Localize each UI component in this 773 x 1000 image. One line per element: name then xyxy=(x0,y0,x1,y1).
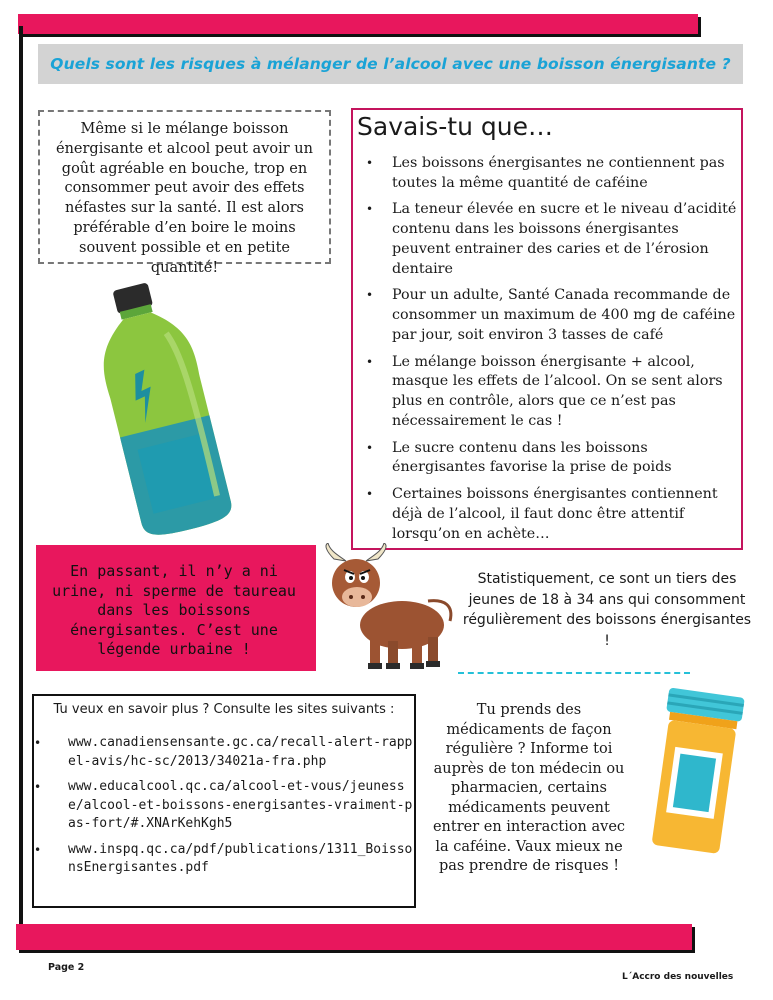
pill-bottle-icon xyxy=(646,688,746,856)
intro-box xyxy=(38,110,331,276)
top-accent-bar xyxy=(18,14,698,34)
facts-list xyxy=(366,154,738,551)
dashed-divider xyxy=(458,672,690,674)
bull-icon xyxy=(316,543,464,671)
page-number: Page 2 xyxy=(48,962,85,973)
link-item[interactable]: • www.inspq.qc.ca/pdf/publications/1311_BoissonsEnergisantes.pdf xyxy=(40,841,414,878)
list-item: • Le sucre contenu dans les boissons énergisantes favorise la prise de poids xyxy=(366,439,738,479)
link-item[interactable]: • www.educalcool.qc.ca/alcool-et-vous/jeunesse/alcool-et-boissons-energisantes-vraiment-pas-fort/#.XNArKehKgh5 xyxy=(40,778,414,834)
list-item: • Pour un adulte, Santé Canada recommande de consommer un maximum de 400 mg de caféine par jour, soit environ 3 tasses de café xyxy=(366,286,738,345)
left-frame-line xyxy=(19,26,23,950)
list-item: • Les boissons énergisantes ne contiennent pas toutes la même quantité de caféine xyxy=(366,154,738,194)
statistic-text: Statistiquement, ce sont un tiers des jeunes de 18 à 34 ans qui consomment régulièrement des boissons énergisantes ! xyxy=(462,571,752,649)
list-item: • La teneur élevée en sucre et le niveau d’acidité contenu dans les boissons énergisantes peuvent entrainer des caries et de l’érosion dentaire xyxy=(366,200,738,279)
publication-name: L´Accro des nouvelles xyxy=(622,972,734,982)
legend-text: En passant, il n’y a ni urine, ni sperme de taureau dans les boissons énergisantes. C’est une légende urbaine ! xyxy=(52,562,296,658)
page-title: Quels sont les risques à mélanger de l’alcool avec une boisson énergisante ? xyxy=(50,55,731,73)
energy-drink-bottle-icon xyxy=(84,276,244,538)
facts-title: Savais-tu que… xyxy=(357,112,553,141)
bottom-accent-bar xyxy=(16,924,692,950)
medication-text: Tu prends des médicaments de façon régulière ? Informe toi auprès de ton médecin ou pharmacien, certains médicaments peuvent entrer en interaction avec la caféine. Vaux mieux ne pas prendre de risques ! xyxy=(432,702,626,874)
list-item: • Certaines boissons énergisantes contiennent déjà de l’alcool, il faut donc être attentif lorsqu’on en achète… xyxy=(366,485,738,544)
links-list xyxy=(40,734,414,885)
links-title: Tu veux en savoir plus ? Consulte les sites suivants : xyxy=(53,702,395,717)
intro-text: Même si le mélange boisson énergisante et alcool peut avoir un goût agréable en bouche, trop en consommer peut avoir des effets néfastes sur la santé. Il est alors préférable d’en boire le moins souvent possible et en petite quantité! xyxy=(56,121,313,276)
list-item: • Le mélange boisson énergisante + alcool, masque les effets de l’alcool. On se sent alors plus en contrôle, alors que ce n’est pas nécessairement le cas ! xyxy=(366,353,738,432)
link-item[interactable]: • www.canadiensensante.gc.ca/recall-alert-rappel-avis/hc-sc/2013/34021a-fra.php xyxy=(40,734,414,771)
